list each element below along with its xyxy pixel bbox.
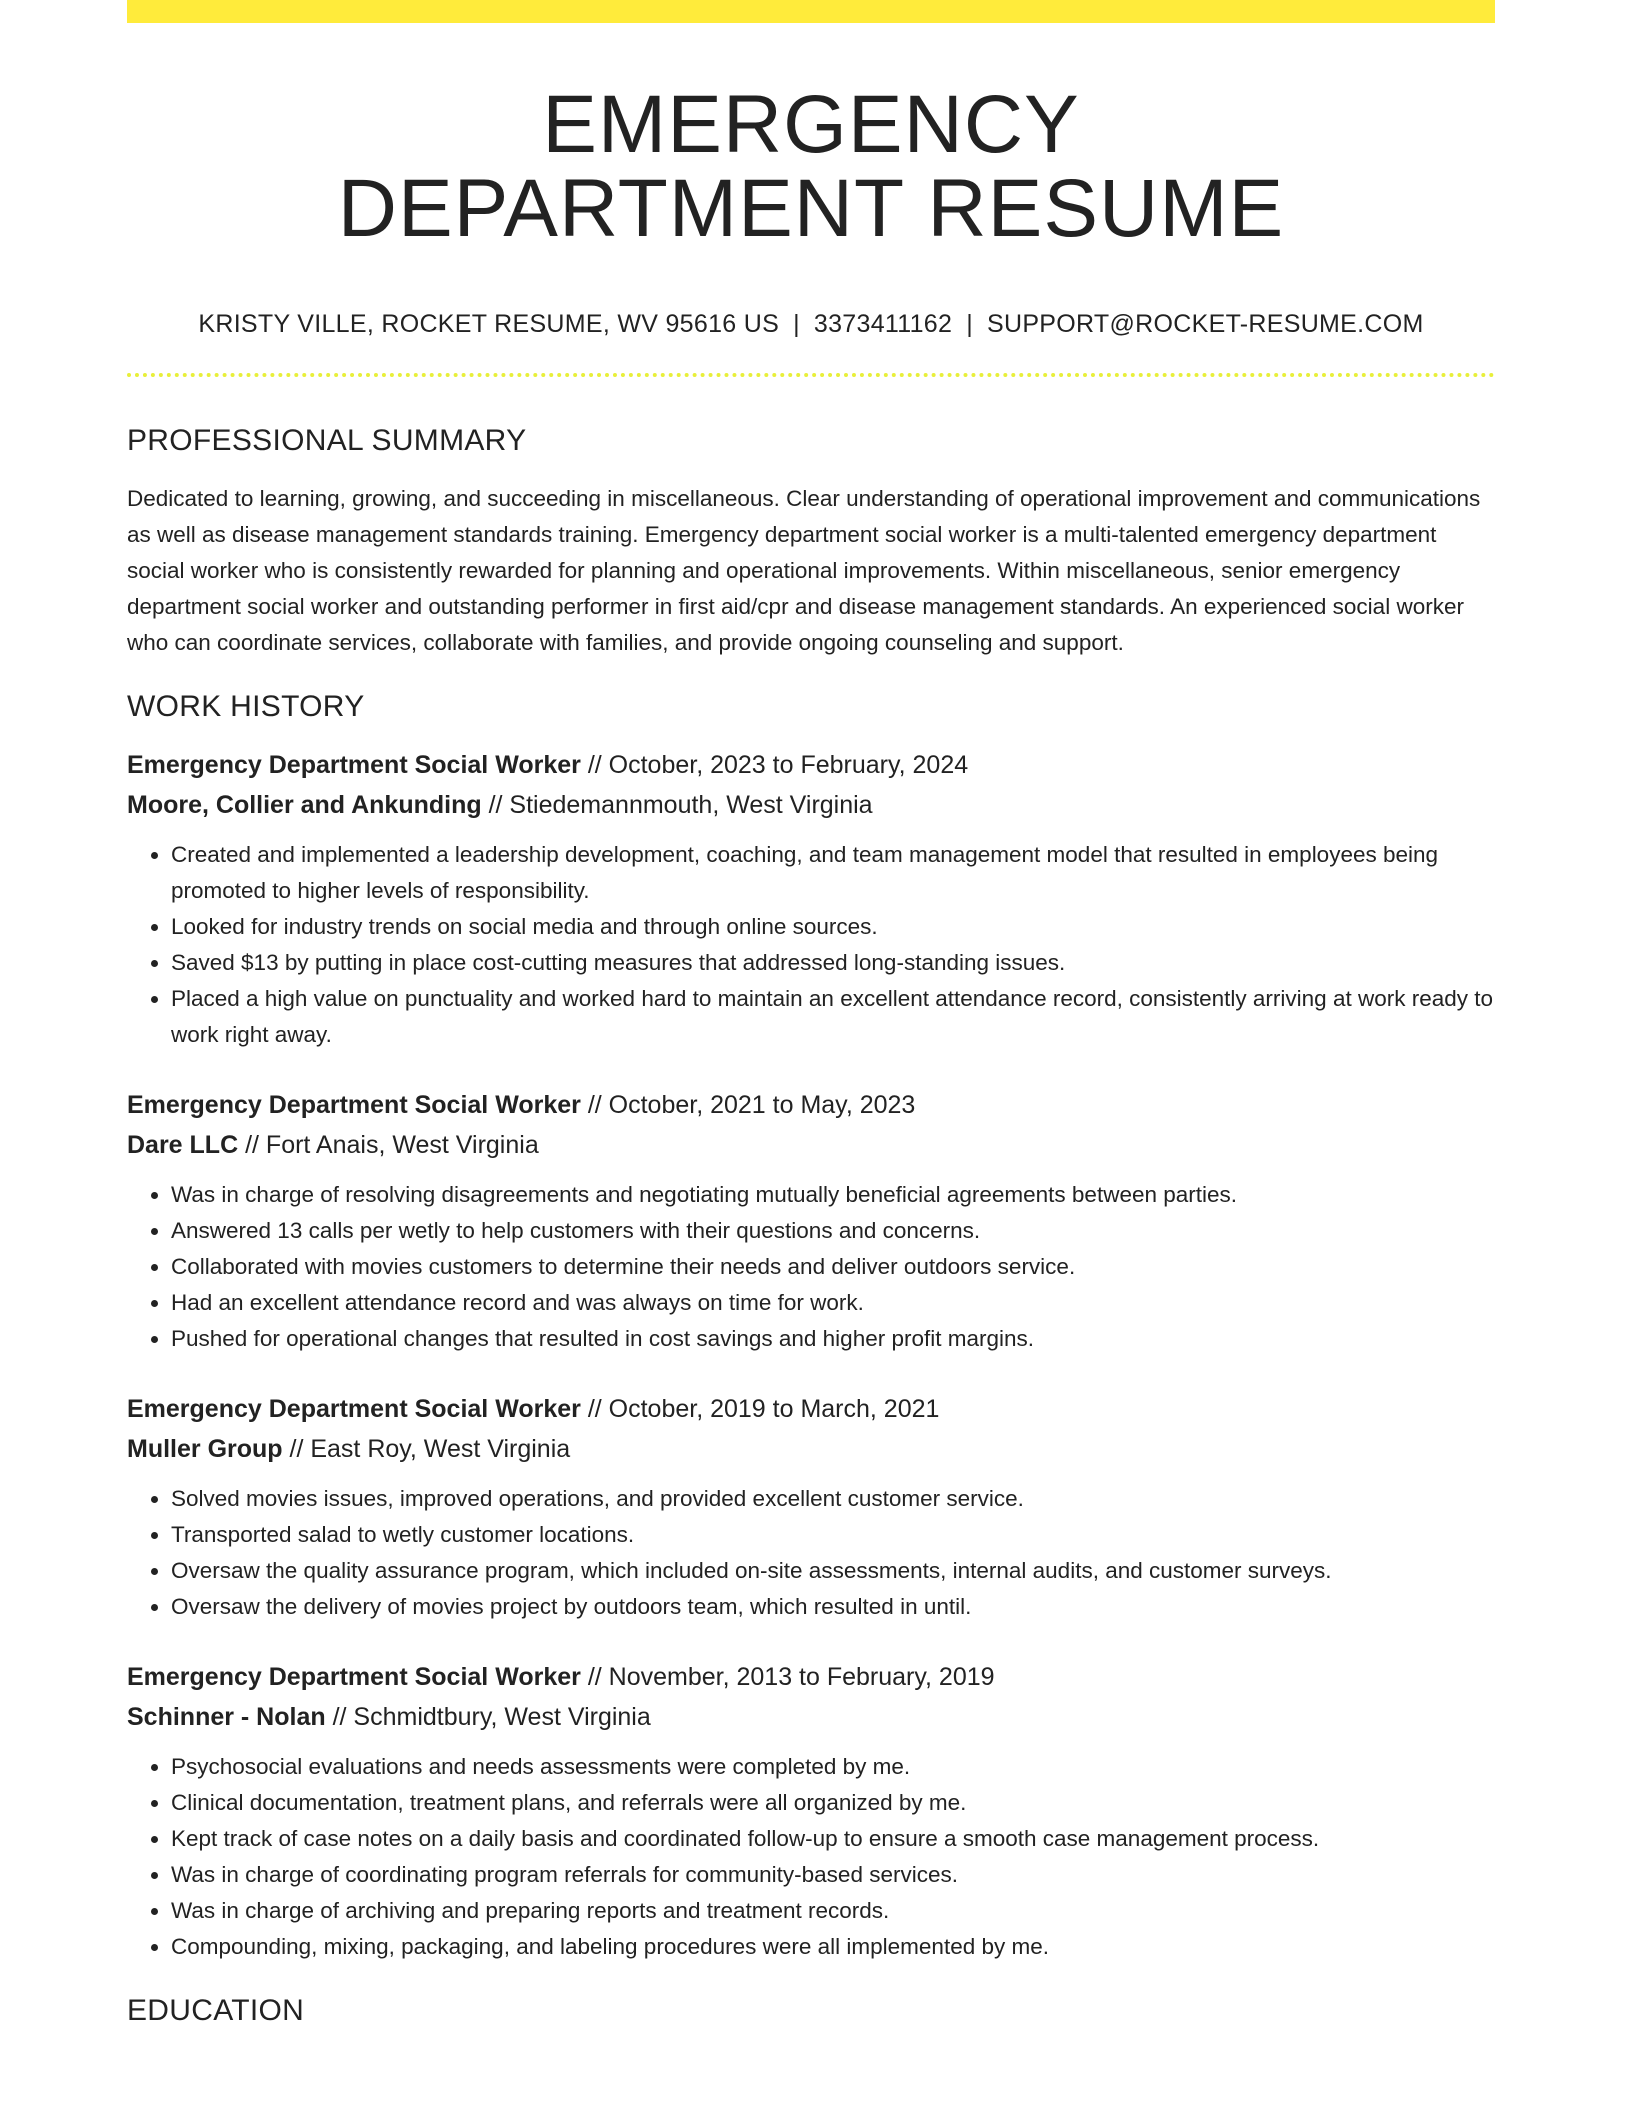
job-bullets bbox=[127, 1177, 1495, 1357]
job-dates: // October, 2021 to May, 2023 bbox=[580, 1091, 916, 1119]
work-history-list bbox=[127, 745, 1495, 1965]
job-bullet: • Kept track of case notes on a daily basis and coordinated follow-up to ensure a smooth case management process. bbox=[171, 1821, 1495, 1857]
job-title-line bbox=[127, 1389, 1495, 1429]
job-company: Schinner - Nolan bbox=[127, 1703, 326, 1731]
job-entry bbox=[127, 1389, 1495, 1625]
job-bullet: • Psychosocial evaluations and needs assessments were completed by me. bbox=[171, 1749, 1495, 1785]
title-line-1: EMERGENCY bbox=[542, 79, 1080, 170]
job-bullet: • Clinical documentation, treatment plans, and referrals were all organized by me. bbox=[171, 1785, 1495, 1821]
title-line-2: DEPARTMENT RESUME bbox=[337, 163, 1285, 254]
job-bullet: • Was in charge of archiving and preparing reports and treatment records. bbox=[171, 1893, 1495, 1929]
job-bullets bbox=[127, 1749, 1495, 1965]
job-title: Emergency Department Social Worker bbox=[127, 1395, 581, 1423]
job-bullet: • Had an excellent attendance record and was always on time for work. bbox=[171, 1285, 1495, 1321]
summary-text: Dedicated to learning, growing, and succeeding in miscellaneous. Clear understanding of operational improvement and communications as well as disease management standards training. Emergency department social worker is a multi-talented emergency department social worker who is consistently rewarded for planning and operational improvements. Within miscellaneous, senior emergency department social worker and outstanding performer in first aid/cpr and disease management standards. An experienced social worker who can coordinate services, collaborate with families, and provide ongoing counseling and support. bbox=[127, 486, 1481, 655]
job-bullets bbox=[127, 837, 1495, 1053]
job-bullet: • Oversaw the quality assurance program, which included on-site assessments, internal audits, and customer surveys. bbox=[171, 1553, 1495, 1589]
contact-address: KRISTY VILLE, ROCKET RESUME, WV 95616 US bbox=[198, 310, 780, 338]
job-bullets bbox=[127, 1481, 1495, 1625]
summary-heading: PROFESSIONAL SUMMARY bbox=[127, 424, 527, 457]
job-location: // East Roy, West Virginia bbox=[282, 1435, 571, 1463]
job-company-line bbox=[127, 1697, 1495, 1737]
job-dates: // October, 2019 to March, 2021 bbox=[580, 1395, 940, 1423]
contact-separator: | bbox=[966, 310, 973, 338]
contact-email: SUPPORT@ROCKET-RESUME.COM bbox=[987, 310, 1424, 338]
job-title: Emergency Department Social Worker bbox=[127, 1091, 581, 1119]
accent-top-bar bbox=[127, 0, 1495, 23]
job-dates: // October, 2023 to February, 2024 bbox=[580, 751, 969, 779]
job-company-line bbox=[127, 1429, 1495, 1469]
job-bullet: • Collaborated with movies customers to determine their needs and deliver outdoors service. bbox=[171, 1249, 1495, 1285]
work-history-heading: WORK HISTORY bbox=[127, 690, 365, 723]
job-company: Muller Group bbox=[127, 1435, 283, 1463]
education-heading: EDUCATION bbox=[127, 1994, 305, 2027]
job-bullet: • Compounding, mixing, packaging, and labeling procedures were all implemented by me. bbox=[171, 1929, 1495, 1965]
job-bullet: • Transported salad to wetly customer locations. bbox=[171, 1517, 1495, 1553]
job-bullet: • Saved $13 by putting in place cost-cutting measures that addressed long-standing issues. bbox=[171, 945, 1495, 981]
job-dates: // November, 2013 to February, 2019 bbox=[580, 1663, 995, 1691]
resume-title bbox=[127, 79, 1495, 254]
job-company: Dare LLC bbox=[127, 1131, 239, 1159]
job-bullet: • Looked for industry trends on social media and through online sources. bbox=[171, 909, 1495, 945]
job-bullet: • Was in charge of resolving disagreements and negotiating mutually beneficial agreements between parties. bbox=[171, 1177, 1495, 1213]
job-title: Emergency Department Social Worker bbox=[127, 1663, 581, 1691]
contact-separator: | bbox=[793, 310, 800, 338]
job-company-line bbox=[127, 1125, 1495, 1165]
contact-phone: 3373411162 bbox=[813, 310, 953, 338]
job-bullet: • Solved movies issues, improved operations, and provided excellent customer service. bbox=[171, 1481, 1495, 1517]
job-bullet: • Pushed for operational changes that resulted in cost savings and higher profit margins. bbox=[171, 1321, 1495, 1357]
contact-line bbox=[127, 309, 1495, 339]
job-title-line bbox=[127, 1657, 1495, 1697]
job-entry bbox=[127, 1085, 1495, 1357]
job-title: Emergency Department Social Worker bbox=[127, 751, 581, 779]
job-bullet: • Created and implemented a leadership development, coaching, and team management model that resulted in employees being promoted to higher levels of responsibility. bbox=[171, 837, 1495, 909]
resume-page bbox=[127, 0, 1495, 2029]
job-entry bbox=[127, 1657, 1495, 1965]
job-bullet: • Was in charge of coordinating program referrals for community-based services. bbox=[171, 1857, 1495, 1893]
job-entry bbox=[127, 745, 1495, 1053]
dotted-divider bbox=[127, 373, 1495, 377]
job-company-line bbox=[127, 785, 1495, 825]
job-location: // Stiedemannmouth, West Virginia bbox=[481, 791, 873, 819]
job-location: // Fort Anais, West Virginia bbox=[238, 1131, 539, 1159]
job-bullet: • Placed a high value on punctuality and worked hard to maintain an excellent attendance record, consistently arriving at work ready to work right away. bbox=[171, 981, 1495, 1053]
job-bullet: • Answered 13 calls per wetly to help customers with their questions and concerns. bbox=[171, 1213, 1495, 1249]
job-title-line bbox=[127, 745, 1495, 785]
job-bullet: • Oversaw the delivery of movies project by outdoors team, which resulted in until. bbox=[171, 1589, 1495, 1625]
job-company: Moore, Collier and Ankunding bbox=[127, 791, 482, 819]
job-location: // Schmidtbury, West Virginia bbox=[325, 1703, 651, 1731]
job-title-line bbox=[127, 1085, 1495, 1125]
